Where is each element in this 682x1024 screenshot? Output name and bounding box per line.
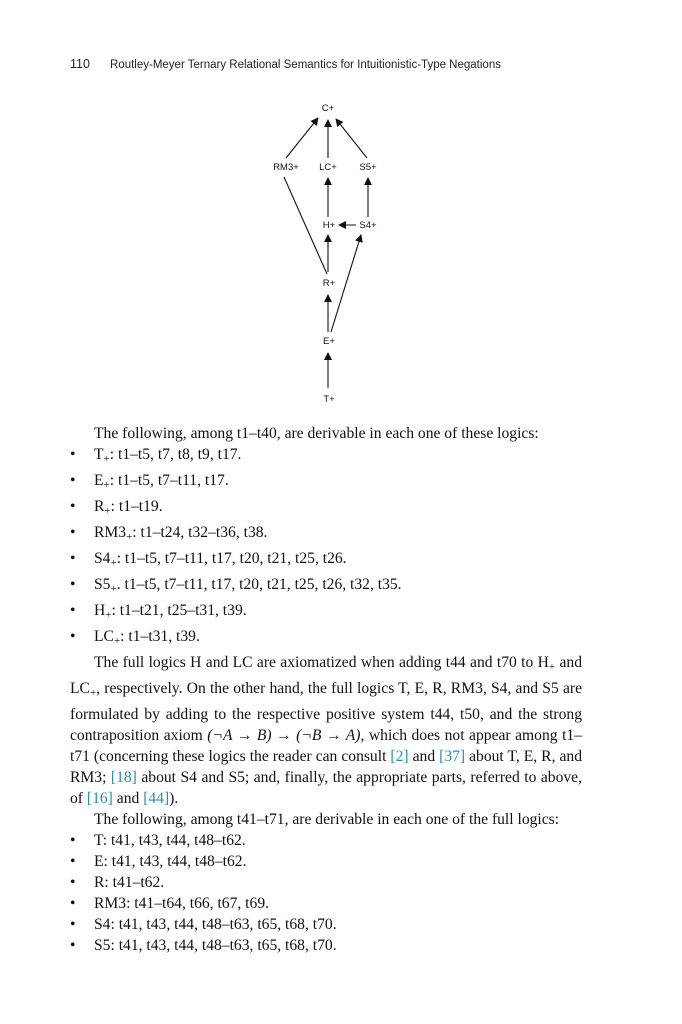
list-item: • R: t41–t62. xyxy=(70,874,165,891)
list-full-logics xyxy=(70,830,582,956)
citation-link[interactable]: [18] xyxy=(110,769,137,786)
paragraph-3: The following, among t41–t71, are derivable in each one of the full logics: xyxy=(94,811,560,828)
node-rm3: RM3+ xyxy=(273,162,299,173)
edge-r-to-rm3 xyxy=(284,177,327,274)
list-item: • $S4_+$: t1–t5, t7–t11, t17, t20, t21, t25, t26. xyxy=(70,550,347,569)
bullet: • xyxy=(70,916,76,933)
contraposition-formula: (¬A → B) → (¬B → A) xyxy=(207,727,361,744)
node-t: T+ xyxy=(323,394,335,405)
bullet: • xyxy=(70,832,76,849)
node-lc: LC+ xyxy=(319,162,337,173)
list-item: • RM3: t41–t64, t66, t67, t69. xyxy=(70,895,270,912)
logic-lattice-diagram xyxy=(262,98,392,410)
page-number: 110 xyxy=(70,57,90,71)
list-item: • T: t41, t43, t44, t48–t62. xyxy=(70,832,246,849)
bullet: • xyxy=(70,446,76,463)
citation-link[interactable]: [44] xyxy=(143,790,170,807)
node-s5: S5+ xyxy=(359,162,377,173)
edge-s5-to-c xyxy=(336,119,367,158)
bullet: • xyxy=(70,937,76,954)
bullet: • xyxy=(70,602,76,619)
node-c: C+ xyxy=(321,103,335,114)
bullet: • xyxy=(70,895,76,912)
bullet: • xyxy=(70,472,76,489)
list-item: • $H_+$: t1–t21, t25–t31, t39. xyxy=(70,602,247,621)
list-item: • $E_+$: t1–t5, t7–t11, t17. xyxy=(70,472,229,491)
bullet: • xyxy=(70,628,76,645)
paragraph-2: The full logics H and LC are axiomatized when adding t44 and t70 to $H_+$ and $LC_+$, respectively. On the other hand, the full logics T, E, R, RM3, S4, and S5 are formulated by adding to the respective positive system t44, t50, and the strong contraposition axiom (¬A → B) → (¬B → A), which does not appear among t1–t71 (concerning these logics the reader can consult [2] and [37] about T, E, R, and RM3; [18] about S4 and S5; and, finally, the appropriate parts, referred to above, of [16] and [44]). xyxy=(70,654,583,807)
list-item: • S5: t41, t43, t44, t48–t63, t65, t68, t70. xyxy=(70,937,337,954)
bullet: • xyxy=(70,576,76,593)
list-item: • $T_+$: t1–t5, t7, t8, t9, t17. xyxy=(70,446,242,465)
list-item: • $R_+$: t1–t19. xyxy=(70,498,163,517)
node-s4: S4+ xyxy=(359,220,377,231)
citation-link[interactable]: [16] xyxy=(86,790,113,807)
bullet: • xyxy=(70,524,76,541)
bullet: • xyxy=(70,874,76,891)
list-item: • $S5_+$. t1–t5, t7–t11, t17, t20, t21, t25, t26, t32, t35. xyxy=(70,576,402,595)
list-item: • $LC_+$: t1–t31, t39. xyxy=(70,628,200,647)
list-item: • E: t41, t43, t44, t48–t62. xyxy=(70,853,247,870)
list-item: • $RM3_+$: t1–t24, t32–t36, t38. xyxy=(70,524,268,543)
bullet: • xyxy=(70,853,76,870)
bullet: • xyxy=(70,498,76,515)
node-e: E+ xyxy=(323,336,335,347)
node-r: R+ xyxy=(322,278,336,289)
body-text xyxy=(70,423,582,956)
running-header xyxy=(70,57,592,73)
running-title: Routley-Meyer Ternary Relational Semantics for Intuitionistic-Type Negations xyxy=(110,59,501,71)
node-h: H+ xyxy=(322,220,336,231)
citation-link[interactable]: [37] xyxy=(439,748,466,765)
edge-rm3-to-c xyxy=(286,118,318,158)
lattice-svg xyxy=(262,98,392,410)
list-item: • S4: t41, t43, t44, t48–t63, t65, t68, t70. xyxy=(70,916,337,933)
paragraph-1: The following, among t1–t40, are derivable in each one of these logics: xyxy=(94,425,539,442)
edge-e-to-s4 xyxy=(331,235,361,332)
bullet: • xyxy=(70,550,76,567)
citation-link[interactable]: [2] xyxy=(390,748,409,765)
list-positive-logics xyxy=(70,444,582,652)
